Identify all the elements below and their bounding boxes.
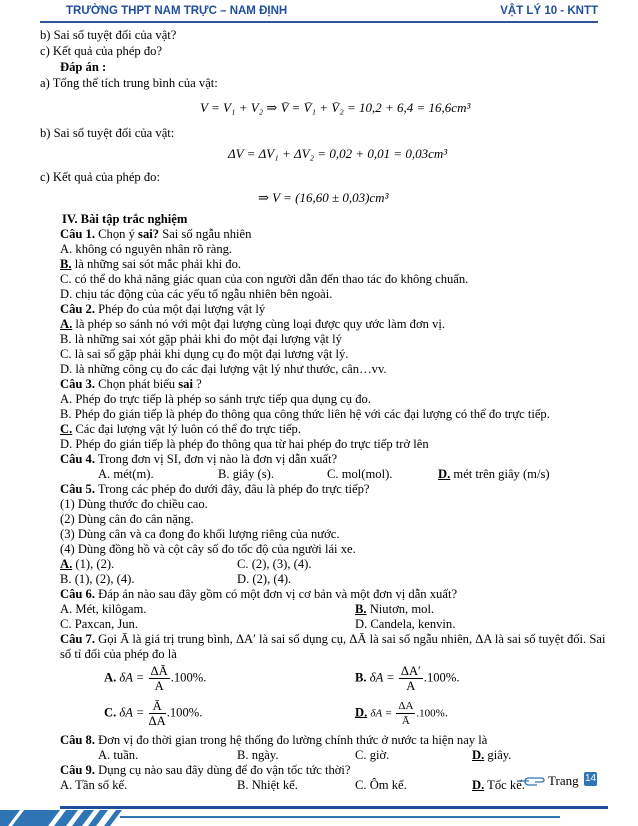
q6-option-a[interactable]: A. Mét, kilôgam. <box>60 602 147 616</box>
q3-option-b[interactable]: B. Phép đo gián tiếp là phép đo thông qua công thức liên hệ với các đại lượng có thể đo trực tiếp. <box>60 407 550 421</box>
q4-option-c[interactable]: C. mol(mol). <box>327 467 393 481</box>
question-7: Câu 7. Gọi Ā là giá trị trung bình, ΔA′ là sai số dụng cụ, ΔĀ là sai số ngẫu nhiên, ΔA là sai số tuyệt đối. Sai <box>60 632 606 646</box>
page-label: Trang <box>548 773 579 788</box>
q2-option-a[interactable]: A. là phép so sánh nó với một đại lượng cùng loại được quy ước làm đơn vị. <box>60 317 446 331</box>
question-c: c) Kết quả của phép đo? <box>40 44 163 58</box>
q5-item-3: (3) Dùng cân và ca đong đo khối lượng riêng của nước. <box>60 527 340 541</box>
q6-option-c[interactable]: C. Paxcan, Jun. <box>60 617 139 631</box>
q7-option-b[interactable]: B. δA = $\frac{\Delta A'}{A}$ .100%. <box>355 664 460 693</box>
q4-option-a[interactable]: A. mét(m). <box>98 467 154 481</box>
q7-b-fraction: $\frac{\Delta A'}{A}$ <box>400 664 421 693</box>
q6-option-b[interactable]: B. Niutơn, mol. <box>355 602 435 616</box>
question-7-line2: số tỉ đối của phép đo là <box>60 647 177 661</box>
page-header <box>66 2 598 20</box>
answer-label: Đáp án : <box>60 60 107 74</box>
q8-option-b[interactable]: B. ngày. <box>237 748 279 762</box>
question-5: Câu 5. Trong các phép đo dưới đây, đâu là phép đo trực tiếp? <box>60 482 370 496</box>
header-divider <box>40 21 598 23</box>
q7-option-d[interactable]: D. δA = $\frac{\Delta A}{Ā}$ .100%. <box>355 700 448 727</box>
q5-option-b[interactable]: B. (1), (2), (4). <box>60 572 135 586</box>
question-2: Câu 2. Phép đo của một đại lượng vật lý <box>60 302 266 316</box>
q5-item-1: (1) Dùng thước đo chiều cao. <box>60 497 208 511</box>
q1-option-d[interactable]: D. chịu tác động của các yếu tố ngẫu nhiên bên ngoài. <box>60 287 333 301</box>
q3-option-a[interactable]: A. Phép đo trực tiếp là phép so sánh trực tiếp qua dụng cụ đo. <box>60 392 371 406</box>
q9-option-c[interactable]: C. Ôm kế. <box>355 778 407 792</box>
q2-option-b[interactable]: B. là những sai xót gặp phải khi đo một đại lượng vật lý <box>60 332 342 346</box>
q5-option-d[interactable]: D. (2), (4). <box>237 572 292 586</box>
question-1: Câu 1. Chọn ý sai? Sai số ngẫu nhiên <box>60 227 252 241</box>
q9-option-a[interactable]: A. Tần số kế. <box>60 778 128 792</box>
answer-b-text: b) Sai số tuyệt đối của vật: <box>40 126 175 140</box>
q4-option-b[interactable]: B. giây (s). <box>218 467 274 481</box>
answer-c-text: c) Kết quả của phép đo: <box>40 170 160 184</box>
q5-option-a[interactable]: A. (1), (2). <box>60 557 115 571</box>
q9-option-d[interactable]: D. Tốc kế. <box>472 778 525 792</box>
subject-name: VẬT LÝ 10 - KNTT <box>500 5 598 17</box>
question-8: Câu 8. Đơn vị đo thời gian trong hệ thống đo lường chính thức ở nước ta hiện nay là <box>60 733 488 747</box>
school-name: TRƯỜNG THPT NAM TRỰC – NAM ĐỊNH <box>66 5 288 17</box>
q1-option-c[interactable]: C. có thể do khả năng giác quan của con người dẫn đến thao tác đo không chuẩn. <box>60 272 469 286</box>
q4-option-d[interactable]: D. mét trên giây (m/s) <box>438 467 550 481</box>
answer-a-text: a) Tổng thể tích trung bình của vật: <box>40 76 218 90</box>
question-b: b) Sai số tuyệt đối của vật? <box>40 28 177 42</box>
q5-item-4: (4) Dùng đồng hồ và cột cây số đo tốc độ của người lái xe. <box>60 542 356 556</box>
equation-absolute-error: ΔV = ΔV₁ + ΔV₂ = 0,02 + 0,01 = 0,03cm³ <box>228 146 448 161</box>
pointing-hand-icon <box>515 774 545 788</box>
q8-option-d[interactable]: D. giây. <box>472 748 512 762</box>
q3-option-d[interactable]: D. Phép đo gián tiếp là phép đo thông qua từ hai phép đo trực tiếp trở lên <box>60 437 429 451</box>
q5-option-c[interactable]: C. (2), (3), (4). <box>237 557 312 571</box>
question-9: Câu 9. Dụng cụ nào sau đây dùng để đo vận tốc tức thời? <box>60 763 351 777</box>
q7-option-a[interactable]: A. δA = $\frac{\Delta Ā}{A}$ .100%. <box>104 664 207 693</box>
q5-item-2: (2) Dùng cân đo cân nặng. <box>60 512 194 526</box>
q6-option-d[interactable]: D. Candela, kenvin. <box>355 617 456 631</box>
equation-result: ⇒ V = (16,60 ± 0,03)cm³ <box>258 190 389 205</box>
q3-option-c[interactable]: C. Các đại lượng vật lý luôn có thể đo trực tiếp. <box>60 422 302 436</box>
q8-option-c[interactable]: C. giờ. <box>355 748 390 762</box>
question-4: Câu 4. Trong đơn vị SI, đơn vị nào là đơn vị dẫn xuất? <box>60 452 338 466</box>
q7-c-fraction: $\frac{Ā}{\Delta A}$ <box>148 699 166 728</box>
q7-d-fraction: $\frac{\Delta A}{Ā}$ <box>398 700 414 727</box>
q1-option-b[interactable]: B. là những sai sót mắc phải khi đo. <box>60 257 242 271</box>
question-6: Câu 6. Đáp án nào sau đây gồm có một đơn vị cơ bản và một đơn vị dẫn xuất? <box>60 587 458 601</box>
question-3: Câu 3. Chọn phát biểu sai ? <box>60 377 202 391</box>
q2-option-d[interactable]: D. là những công cụ đo các đại lượng vật lý như thước, cân…vv. <box>60 362 387 376</box>
q8-option-a[interactable]: A. tuần. <box>98 748 139 762</box>
footer-stripes <box>0 800 560 826</box>
q7-option-c[interactable]: C. δA = $\frac{Ā}{\Delta A}$ .100%. <box>104 699 203 728</box>
page-number: 14 <box>584 773 597 784</box>
section-title: IV. Bài tập trắc nghiệm <box>62 212 188 226</box>
q7-a-fraction: $\frac{\Delta Ā}{A}$ <box>150 664 168 693</box>
q2-option-c[interactable]: C. là sai số gặp phải khi dụng cụ đo một đại lương vật lý. <box>60 347 349 361</box>
equation-total-volume: V = V₁ + V₂ ⇒ V̄ = V̄₁ + V̄₂ = 10,2 + 6,4 = 16,6cm³ <box>200 100 471 115</box>
q1-option-a[interactable]: A. không có nguyên nhân rõ ràng. <box>60 242 233 256</box>
q9-option-b[interactable]: B. Nhiệt kế. <box>237 778 298 792</box>
